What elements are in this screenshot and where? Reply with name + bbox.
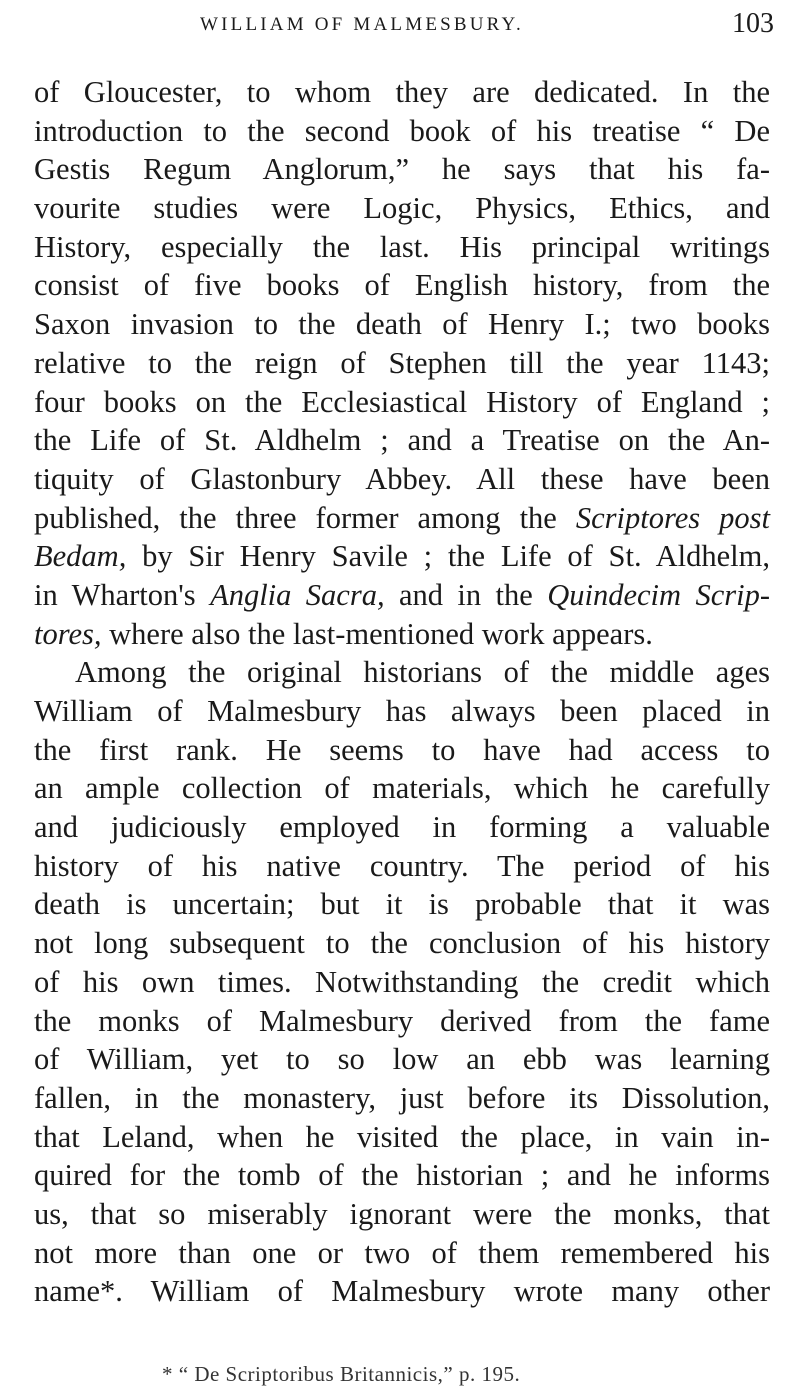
text-line bbox=[34, 73, 770, 112]
text-segment: quired for the tomb of the historian ; and he informs bbox=[34, 1158, 770, 1193]
footnote: * “ De Scriptoribus Britannicis,” p. 195. bbox=[162, 1362, 521, 1386]
text-line bbox=[34, 692, 770, 731]
text-segment: consist of five books of English history, from the bbox=[34, 268, 770, 303]
text-segment: in Wharton's bbox=[34, 577, 211, 612]
text-line bbox=[34, 731, 770, 770]
text-line bbox=[34, 228, 770, 267]
italic-text: Anglia Sacra, bbox=[210, 577, 385, 612]
text-line bbox=[34, 1079, 770, 1118]
text-line bbox=[34, 344, 770, 383]
text-line bbox=[34, 421, 770, 460]
text-segment: death is uncertain; but it is probable that it was bbox=[34, 887, 770, 922]
text-segment: us, that so miserably ignorant were the monks, that bbox=[34, 1196, 770, 1231]
text-line bbox=[34, 963, 770, 1002]
text-segment: relative to the reign of Stephen till the year 1143; bbox=[34, 345, 770, 380]
text-segment: four books on the Ecclesiastical History of England ; bbox=[34, 384, 770, 419]
text-segment: Saxon invasion to the death of Henry I.; two books bbox=[34, 307, 770, 342]
text-segment: fallen, in the monastery, just before its Dissolution, bbox=[34, 1080, 770, 1115]
text-segment: published, the three former among the bbox=[34, 500, 576, 535]
text-line bbox=[34, 383, 770, 422]
text-line bbox=[34, 1002, 770, 1041]
text-segment: of his own times. Notwithstanding the credit which bbox=[34, 964, 770, 999]
text-line bbox=[34, 924, 770, 963]
running-head bbox=[0, 6, 800, 42]
text-line bbox=[34, 460, 770, 499]
text-segment: not more than one or two of them remembered his bbox=[34, 1235, 770, 1270]
text-line bbox=[34, 653, 770, 692]
text-segment: of Gloucester, to whom they are dedicated. In the bbox=[34, 75, 770, 109]
text-line bbox=[34, 769, 770, 808]
text-line bbox=[34, 615, 770, 654]
text-segment: Among the original historians of the middle ages bbox=[75, 655, 770, 690]
page-number: 103 bbox=[732, 8, 774, 39]
text-segment: and in the bbox=[384, 577, 548, 612]
italic-text: Scriptores post bbox=[575, 500, 770, 535]
text-segment: by Sir Henry Savile ; the Life of St. Aldhelm, bbox=[126, 539, 770, 574]
text-segment: the first rank. He seems to have had access to bbox=[34, 732, 770, 767]
text-segment: introduction to the second book of his treatise “ De bbox=[34, 113, 770, 148]
italic-text: Bedam, bbox=[34, 539, 127, 574]
text-line bbox=[34, 1234, 770, 1273]
text-segment: William of Malmesbury has always been placed in bbox=[34, 694, 770, 728]
text-segment: the monks of Malmesbury derived from the fame bbox=[34, 1003, 770, 1038]
text-line bbox=[34, 1272, 770, 1311]
text-segment: History, especially the last. His principal writings bbox=[34, 229, 770, 264]
text-segment: an ample collection of materials, which he carefully bbox=[34, 771, 770, 806]
text-line bbox=[34, 499, 770, 538]
text-segment: vourite studies were Logic, Physics, Ethics, and bbox=[34, 191, 770, 226]
text-segment: that Leland, when he visited the place, in vain in- bbox=[34, 1119, 770, 1154]
text-line bbox=[34, 305, 770, 344]
text-line bbox=[34, 1118, 770, 1157]
text-line bbox=[34, 189, 770, 228]
text-line bbox=[34, 847, 770, 886]
text-segment: tiquity of Glastonbury Abbey. All these have been bbox=[34, 461, 770, 496]
text-segment: of William, yet to so low an ebb was learning bbox=[34, 1042, 770, 1077]
text-line bbox=[34, 112, 770, 151]
italic-text: tores, bbox=[34, 616, 102, 651]
text-line bbox=[34, 885, 770, 924]
text-line bbox=[34, 808, 770, 847]
text-segment: not long subsequent to the conclusion of his history bbox=[34, 926, 770, 961]
text-line bbox=[34, 266, 770, 305]
text-segment: where also the last-mentioned work appears. bbox=[101, 616, 653, 651]
text-segment: Gestis Regum Anglorum,” he says that his fa- bbox=[34, 152, 770, 187]
running-title: WILLIAM OF MALMESBURY. bbox=[200, 14, 524, 35]
text-line bbox=[34, 537, 770, 576]
text-line bbox=[34, 1040, 770, 1079]
text-segment: history of his native country. The period of his bbox=[34, 848, 770, 883]
italic-text: Quindecim Scrip- bbox=[547, 577, 770, 612]
text-line bbox=[34, 576, 770, 615]
text-line bbox=[34, 150, 770, 189]
text-segment: the Life of St. Aldhelm ; and a Treatise on the An- bbox=[34, 423, 770, 458]
text-line bbox=[34, 1156, 770, 1195]
text-segment: and judiciously employed in forming a valuable bbox=[34, 810, 770, 845]
text-line bbox=[34, 1195, 770, 1234]
body-text bbox=[34, 73, 770, 1311]
text-segment: name*. William of Malmesbury wrote many other bbox=[34, 1274, 770, 1309]
